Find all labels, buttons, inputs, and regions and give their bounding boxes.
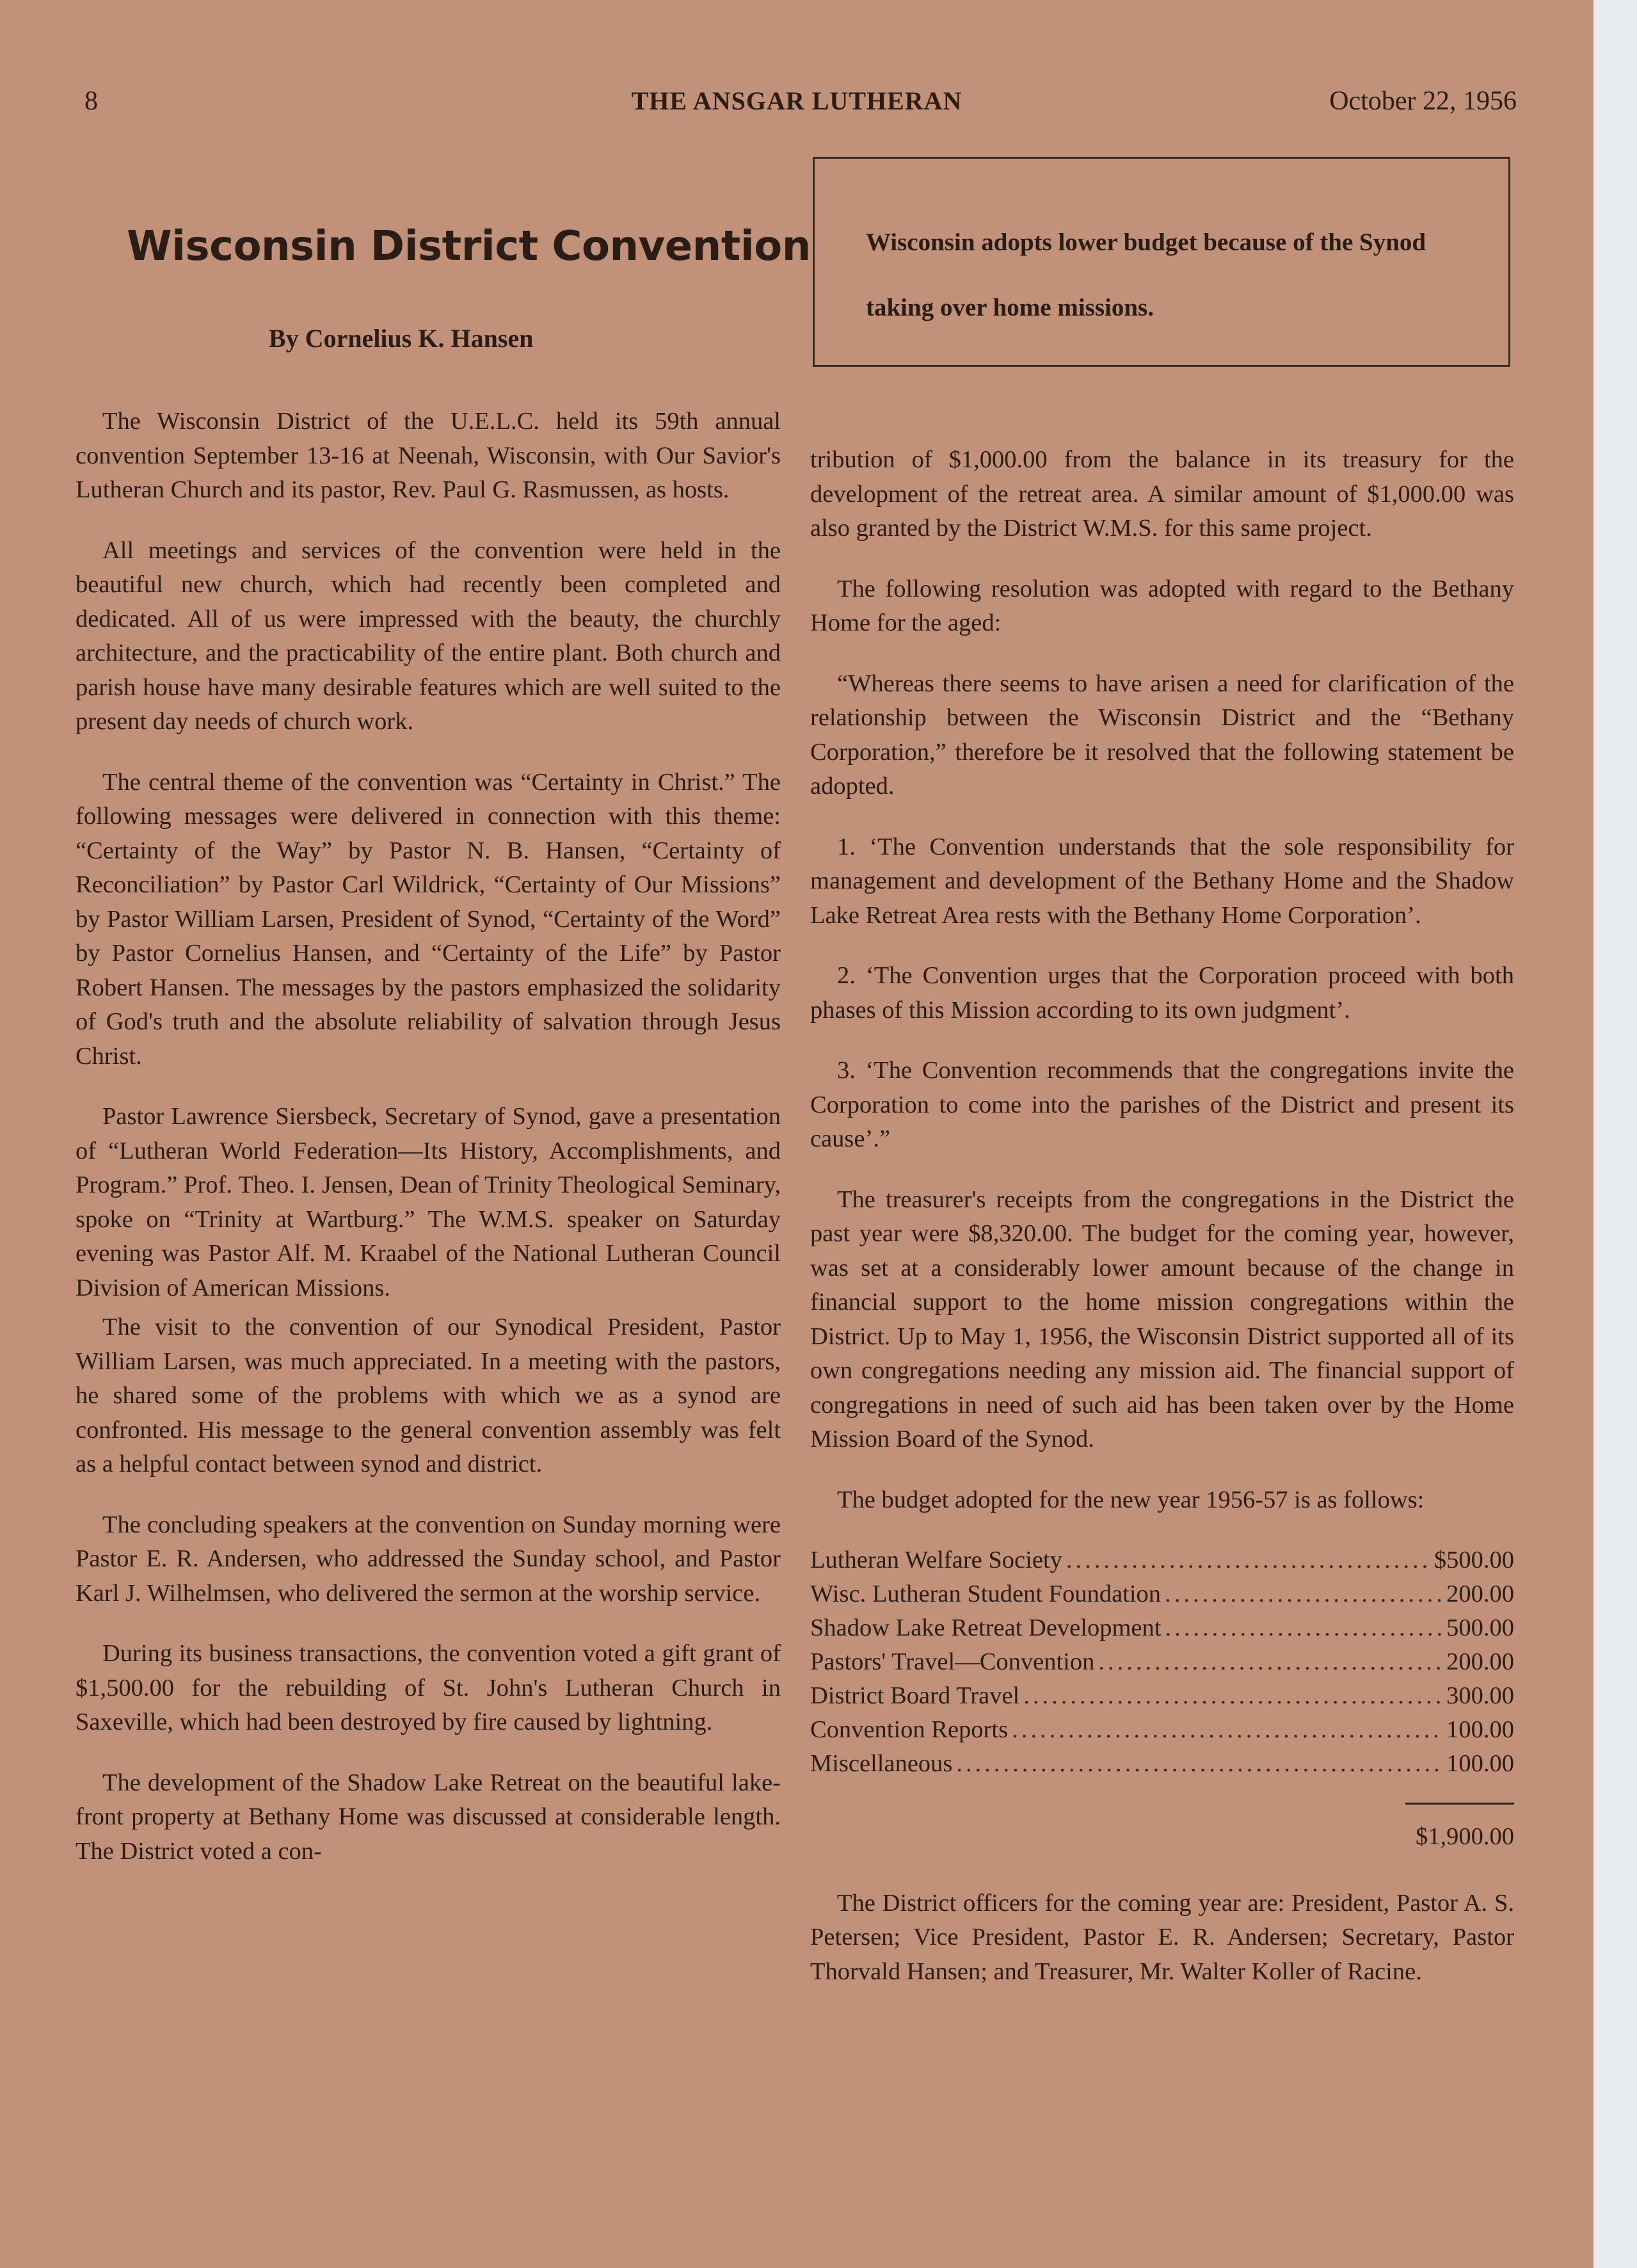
paragraph: 3. ‘The Convention recommends that the congregations invite the Corporation to come into the parishes of the District and present its cause’.”	[810, 1057, 1514, 1152]
paragraph: Pastor Lawrence Siersbeck, Secretary of Synod, gave a presentation of “Lutheran World Federation—Its History, Accomplishments, and Program.” Prof. Theo. I. Jensen, Dean of Trinity Theological Seminary, spoke on “Trinity at Wartburg.” The W.M.S. speaker on Saturday evening was Pastor Alf. M. Kraabel of the National Lutheran Council Division of American Missions.	[76, 1103, 781, 1301]
budget-total: $1,900.00	[1416, 1823, 1514, 1850]
budget-row	[810, 1611, 1514, 1645]
article-title: Wisconsin District Convention	[127, 223, 811, 270]
budget-row	[810, 1645, 1514, 1679]
budget-item-amount: 100.00	[1446, 1750, 1514, 1777]
budget-item-amount: $500.00	[1433, 1547, 1514, 1573]
budget-item-amount: 200.00	[1446, 1580, 1514, 1607]
paragraph: tribution of $1,000.00 from the balance in its treasury for the development of the retreat area. A similar amount of $1,000.00 was also granted by the District W.M.S. for this same project.	[810, 446, 1514, 542]
right-column	[810, 443, 1514, 2015]
dot-leader	[1012, 1713, 1442, 1748]
paragraph: The budget adopted for the new year 1956-57 is as follows:	[837, 1486, 1425, 1513]
budget-item-label: Shadow Lake Retreat Development	[810, 1614, 1162, 1641]
budget-table	[810, 1543, 1514, 1854]
paragraph: The District officers for the coming year are: President, Pastor A. S. Petersen; Vice President, Pastor E. R. Andersen; Secretary, Pastor Thorvald Hansen; and Treasurer, Mr. Walter Koller of Racine.	[810, 1889, 1514, 1985]
budget-row	[810, 1747, 1514, 1781]
paragraph: All meetings and services of the convention were held in the beautiful new church, which had recently been completed and dedicated. All of us were impressed with the beauty, the churchly architecture, and the practicability of the entire plant. Both church and parish house have many desirable features which are well suited to the present day needs of church work.	[76, 536, 781, 735]
scan-background	[1593, 0, 1637, 2268]
issue-date: October 22, 1956	[1329, 86, 1517, 116]
paragraph: The Wisconsin District of the U.E.L.C. held its 59th annual convention September 13-16 at Neenah, Wisconsin, with Our Savior's Lutheran Church and its pastor, Rev. Paul G. Rasmussen, as hosts.	[76, 408, 781, 503]
budget-row	[810, 1577, 1514, 1611]
paragraph: During its business transactions, the convention voted a gift grant of $1,500.00 for the rebuilding of St. John's Lutheran Church in Saxeville, which had been destroyed by fire caused by lightning.	[76, 1640, 781, 1735]
budget-item-label: Miscellaneous	[810, 1750, 953, 1777]
dot-leader	[956, 1747, 1442, 1781]
budget-item-amount: 100.00	[1446, 1716, 1514, 1743]
paragraph: The central theme of the convention was “Certainty in Christ.” The following messages were delivered in connection with this theme: “Certainty of the Way” by Pastor N. B. Hansen, “Certainty of Reconciliation” by Pastor Carl Wildrick, “Certainty of Our Missions” by Pastor William Larsen, President of Synod, “Certainty of the Word” by Pastor Cornelius Hansen, and “Certainty of the Life” by Pastor Robert Hansen. The messages by the pastors emphasized the solidarity of God's truth and the absolute reliability of salvation through Jesus Christ.	[76, 768, 781, 1070]
budget-item-amount: 500.00	[1446, 1614, 1514, 1641]
page-header	[77, 76, 1517, 127]
budget-row	[810, 1543, 1514, 1577]
budget-item-label: District Board Travel	[810, 1682, 1020, 1709]
paragraph: The development of the Shadow Lake Retreat on the beautiful lake-front property at Bethany Home was discussed at considerable length. The District voted a con-	[76, 1769, 781, 1865]
paragraph: 1. ‘The Convention understands that the sole responsibility for management and development of the Bethany Home and the Shadow Lake Retreat Area rests with the Bethany Home Corporation’.	[810, 833, 1514, 929]
paragraph: 2. ‘The Convention urges that the Corporation proceed with both phases of this Mission according to its own judgment’.	[810, 962, 1514, 1024]
left-column	[76, 405, 781, 1895]
dot-leader	[1165, 1577, 1442, 1612]
dot-leader	[1098, 1645, 1442, 1680]
dot-leader	[1165, 1611, 1442, 1646]
budget-item-amount: 300.00	[1446, 1682, 1514, 1709]
budget-item-label: Wisc. Lutheran Student Foundation	[810, 1580, 1162, 1607]
paragraph: The concluding speakers at the convention on Sunday morning were Pastor E. R. Andersen, who addressed the Sunday school, and Pastor Karl J. Wilhelmsen, who delivered the sermon at the worship service.	[76, 1511, 781, 1607]
paragraph: “Whereas there seems to have arisen a need for clarification of the relationship between the Wisconsin District and the “Bethany Corporation,” therefore be it resolved that the following statement be adopted.	[810, 670, 1514, 800]
budget-row	[810, 1713, 1514, 1747]
budget-item-label: Pastors' Travel—Convention	[810, 1648, 1095, 1675]
callout-text: Wisconsin adopts lower budget because of the Synod taking over home missions.	[866, 229, 1426, 321]
dot-leader	[1023, 1679, 1442, 1714]
page-number: 8	[84, 86, 98, 116]
budget-item-amount: 200.00	[1446, 1648, 1514, 1675]
budget-item-label: Convention Reports	[810, 1716, 1009, 1743]
paragraph: The following resolution was adopted with regard to the Bethany Home for the aged:	[810, 575, 1514, 636]
paragraph: The visit to the convention of our Synodical President, Pastor William Larsen, was much appreciated. In a meeting with the pastors, he shared some of the problems with which we as a synod are confronted. His message to the general convention assembly was felt as a helpful contact between synod and district.	[76, 1314, 781, 1477]
article-byline: By Cornelius K. Hansen	[269, 324, 534, 353]
masthead: THE ANSGAR LUTHERAN	[631, 86, 962, 115]
budget-item-label: Lutheran Welfare Society	[810, 1547, 1062, 1573]
callout-box	[813, 157, 1510, 367]
total-rule	[1405, 1803, 1514, 1805]
paragraph: The treasurer's receipts from the congregations in the District the past year were $8,320.00. The budget for the coming year, however, was set at a considerably lower amount because of the change in financial support to the home mission congregations within the District. Up to May 1, 1956, the Wisconsin District supported all of its own congregations needing any mission aid. The financial support of congregations in need of such aid has been taken over by the Home Mission Board of the Synod.	[810, 1186, 1514, 1452]
dot-leader	[1066, 1543, 1430, 1578]
budget-row	[810, 1679, 1514, 1713]
